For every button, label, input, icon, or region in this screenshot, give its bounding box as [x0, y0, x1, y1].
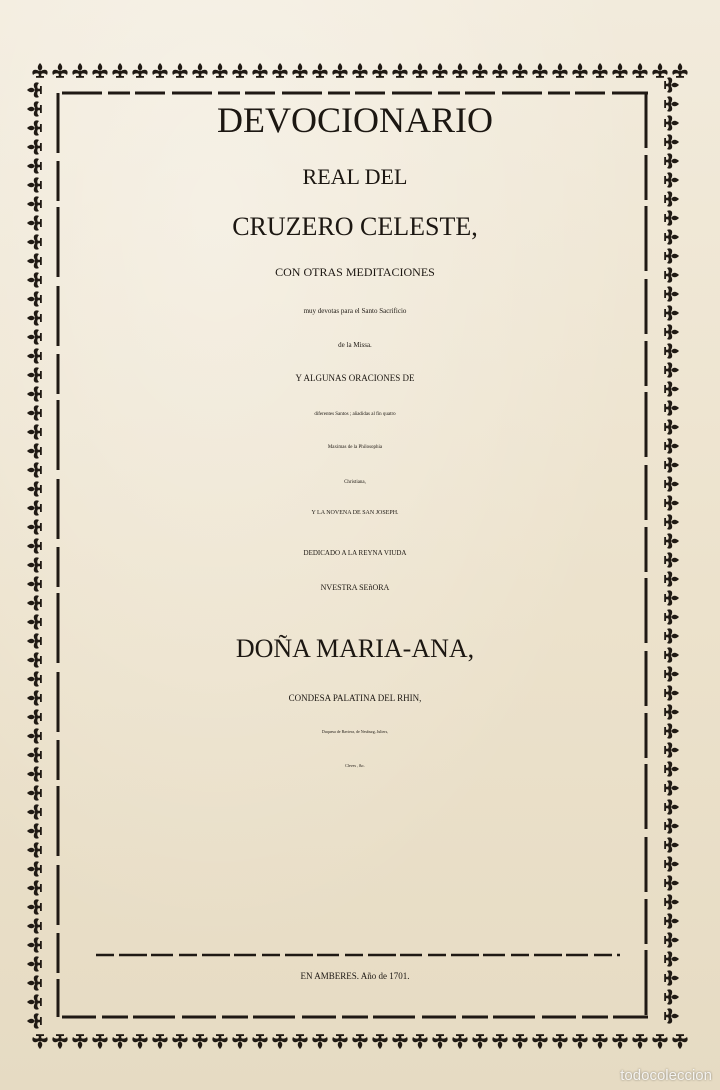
fleuron-icon	[27, 272, 42, 287]
fleuron-icon	[664, 970, 679, 985]
fleuron-icon	[27, 1013, 42, 1028]
fleuron-icon	[27, 994, 42, 1009]
fleuron-icon	[664, 818, 679, 833]
fleuron-icon	[664, 704, 679, 719]
fleuron-icon	[664, 267, 679, 282]
fleuron-icon	[27, 538, 42, 553]
fleuron-icon	[664, 837, 679, 852]
fleuron-icon	[27, 443, 42, 458]
fleuron-icon	[664, 894, 679, 909]
fleuron-icon	[664, 476, 679, 491]
fleuron-icon	[492, 1034, 507, 1049]
fleuron-icon	[27, 671, 42, 686]
title-line-cruzero-celeste: CRUZERO CELESTE,	[232, 212, 478, 241]
fleuron-icon	[664, 799, 679, 814]
fleuron-icon	[172, 63, 187, 78]
fleuron-icon	[664, 286, 679, 301]
title-line-devocionario: DEVOCIONARIO	[217, 100, 493, 140]
fleuron-icon	[664, 495, 679, 510]
fleuron-icon	[572, 1034, 587, 1049]
fleuron-icon	[632, 1034, 647, 1049]
fleuron-icon	[672, 1034, 687, 1049]
fleuron-icon	[664, 343, 679, 358]
fleuron-icon	[432, 63, 447, 78]
fleuron-icon	[132, 1034, 147, 1049]
fleuron-icon	[532, 63, 547, 78]
fleuron-icon	[27, 709, 42, 724]
fleuron-icon	[664, 590, 679, 605]
fleuron-icon	[27, 595, 42, 610]
fleuron-icon	[27, 215, 42, 230]
fleuron-icon	[152, 1034, 167, 1049]
fleuron-icon	[664, 229, 679, 244]
fleuron-icon	[27, 557, 42, 572]
fleuron-icon	[312, 1034, 327, 1049]
fleuron-icon	[664, 742, 679, 757]
fleuron-icon	[552, 1034, 567, 1049]
fleuron-icon	[664, 324, 679, 339]
fleuron-icon	[272, 1034, 287, 1049]
fleuron-icon	[92, 1034, 107, 1049]
fleuron-icon	[512, 1034, 527, 1049]
fleuron-icon	[212, 63, 227, 78]
fleuron-icon	[92, 63, 107, 78]
fleuron-icon	[664, 77, 679, 92]
fleuron-icon	[112, 63, 127, 78]
fleuron-icon	[72, 1034, 87, 1049]
fleuron-icon	[392, 1034, 407, 1049]
subtitle-line-muy-devotas: muy devotas para el Santo Sacrificio	[303, 307, 407, 315]
fleuron-icon	[472, 1034, 487, 1049]
fleuron-icon	[292, 63, 307, 78]
fleuron-icon	[27, 82, 42, 97]
fleuron-icon	[652, 63, 667, 78]
fleuron-icon	[112, 1034, 127, 1049]
fleuron-icon	[664, 571, 679, 586]
fleuron-icon	[27, 842, 42, 857]
fleuron-icon	[27, 329, 42, 344]
fleuron-icon	[492, 63, 507, 78]
fleuron-icon	[132, 63, 147, 78]
fleuron-icon	[27, 899, 42, 914]
fleuron-icon	[27, 234, 42, 249]
fleuron-icon	[664, 419, 679, 434]
fleuron-icon	[32, 1034, 47, 1049]
fleuron-icon	[27, 291, 42, 306]
fleuron-icon	[27, 937, 42, 952]
fleuron-icon	[27, 196, 42, 211]
fleuron-icon	[27, 690, 42, 705]
imprint-line: EN AMBERES. Año de 1701.	[300, 971, 410, 981]
fleuron-icon	[272, 63, 287, 78]
fleuron-icon	[664, 457, 679, 472]
fleuron-icon	[664, 723, 679, 738]
fleuron-icon	[72, 63, 87, 78]
fleuron-icon	[664, 932, 679, 947]
fleuron-icon	[664, 666, 679, 681]
dedicatee-title-condesa: CONDESA PALATINA DEL RHIN,	[288, 693, 422, 703]
dedicatee-name: DOÑA MARIA-ANA,	[235, 634, 475, 663]
fleuron-icon	[664, 191, 679, 206]
fleuron-icon	[27, 481, 42, 496]
fleuron-icon	[27, 139, 42, 154]
fleuron-icon	[252, 63, 267, 78]
fleuron-icon	[664, 989, 679, 1004]
fleuron-icon	[652, 1034, 667, 1049]
fleuron-icon	[232, 63, 247, 78]
fleuron-icon	[512, 63, 527, 78]
fleuron-icon	[372, 1034, 387, 1049]
fleuron-icon	[672, 63, 687, 78]
fleuron-icon	[664, 533, 679, 548]
fleuron-icon	[27, 424, 42, 439]
fleuron-icon	[27, 462, 42, 477]
fleuron-icon	[632, 63, 647, 78]
fleuron-icon	[27, 956, 42, 971]
fleuron-icon	[664, 913, 679, 928]
fleuron-icon	[664, 153, 679, 168]
fleuron-icon	[27, 804, 42, 819]
subtitle-line-missa: de la Missa.	[338, 341, 372, 349]
fleuron-icon	[472, 63, 487, 78]
fleuron-icon	[664, 647, 679, 662]
fleuron-icon	[664, 134, 679, 149]
fleuron-icon	[192, 1034, 207, 1049]
fleuron-icon	[292, 1034, 307, 1049]
fleuron-icon	[352, 63, 367, 78]
fleuron-icon	[664, 628, 679, 643]
fleuron-icon	[27, 253, 42, 268]
fleuron-icon	[27, 348, 42, 363]
fleuron-icon	[392, 63, 407, 78]
fleuron-icon	[232, 1034, 247, 1049]
dedication-line-reyna-viuda: DEDICADO A LA REYNA VIUDA	[303, 549, 407, 557]
fleuron-icon	[27, 177, 42, 192]
fleuron-icon	[664, 951, 679, 966]
fleuron-icon	[192, 63, 207, 78]
fleuron-icon	[412, 1034, 427, 1049]
fleuron-icon	[27, 310, 42, 325]
fleuron-icon	[664, 115, 679, 130]
fleuron-icon	[664, 552, 679, 567]
fleuron-icon	[592, 63, 607, 78]
fleuron-icon	[664, 400, 679, 415]
fleuron-icon	[664, 1008, 679, 1023]
fleuron-icon	[592, 1034, 607, 1049]
fleuron-icon	[27, 861, 42, 876]
fleuron-icon	[664, 514, 679, 529]
fleuron-icon	[27, 386, 42, 401]
fleuron-icon	[612, 1034, 627, 1049]
subtitle-line-maximas: Maximas de la Philosophia	[327, 445, 383, 450]
fleuron-icon	[664, 210, 679, 225]
fleuron-icon	[27, 158, 42, 173]
fleuron-icon	[332, 63, 347, 78]
watermark-text: todocoleccion	[620, 1067, 712, 1084]
fleuron-icon	[412, 63, 427, 78]
fleuron-icon	[27, 747, 42, 762]
fleuron-icon	[664, 362, 679, 377]
fleuron-icon	[664, 685, 679, 700]
fleuron-icon	[452, 1034, 467, 1049]
fleuron-icon	[332, 1034, 347, 1049]
fleuron-icon	[27, 633, 42, 648]
fleuron-icon	[27, 766, 42, 781]
fleuron-icon	[27, 367, 42, 382]
fleuron-icon	[664, 609, 679, 624]
title-line-otras-meditaciones: CON OTRAS MEDITACIONES	[275, 265, 435, 279]
fleuron-icon	[432, 1034, 447, 1049]
fleuron-icon	[27, 405, 42, 420]
fleuron-icon	[27, 785, 42, 800]
fleuron-icon	[252, 1034, 267, 1049]
fleuron-icon	[172, 1034, 187, 1049]
fleuron-icon	[27, 652, 42, 667]
fleuron-icon	[212, 1034, 227, 1049]
fleuron-icon	[372, 63, 387, 78]
fleuron-icon	[664, 780, 679, 795]
fleuron-icon	[52, 63, 67, 78]
fleuron-icon	[664, 856, 679, 871]
fleuron-icon	[664, 761, 679, 776]
fleuron-icon	[27, 728, 42, 743]
fleuron-icon	[27, 880, 42, 895]
fleuron-icon	[664, 172, 679, 187]
subtitle-line-christiana: Christiana,	[344, 480, 366, 485]
fleuron-icon	[52, 1034, 67, 1049]
fleuron-icon	[152, 63, 167, 78]
fleuron-icon	[452, 63, 467, 78]
fleuron-icon	[664, 875, 679, 890]
fleuron-icon	[532, 1034, 547, 1049]
fleuron-icon	[352, 1034, 367, 1049]
title-text-block	[70, 96, 640, 1036]
fleuron-icon	[27, 614, 42, 629]
fleuron-icon	[27, 519, 42, 534]
fleuron-icon	[552, 63, 567, 78]
fleuron-icon	[27, 101, 42, 116]
dedication-line-nvestra-senora: NVESTRA SEñORA	[320, 583, 390, 592]
fleuron-icon	[27, 120, 42, 135]
fleuron-icon	[664, 381, 679, 396]
subtitle-line-novena: Y LA NOVENA DE SAN JOSEPH.	[311, 510, 399, 516]
fleuron-icon	[572, 63, 587, 78]
title-line-real-del: REAL DEL	[302, 164, 408, 189]
fleuron-icon	[312, 63, 327, 78]
fleuron-icon	[664, 305, 679, 320]
fleuron-icon	[27, 576, 42, 591]
subtitle-line-diferentes-santos: diferentes Santos ; añadidas al fin quatro	[314, 412, 396, 417]
fleuron-icon	[612, 63, 627, 78]
fleuron-icon	[27, 500, 42, 515]
fleuron-icon	[664, 248, 679, 263]
dedicatee-title-cleves: Cleves , &c.	[345, 763, 365, 768]
fleuron-icon	[664, 438, 679, 453]
fleuron-icon	[27, 975, 42, 990]
fleuron-icon	[664, 96, 679, 111]
subtitle-line-algunas-oraciones: Y ALGUNAS ORACIONES DE	[295, 373, 415, 383]
fleuron-icon	[32, 63, 47, 78]
fleuron-icon	[27, 823, 42, 838]
dedicatee-title-duquesa: Duquesa de Baviera, de Neuburg, Juliers,	[321, 729, 389, 734]
fleuron-icon	[27, 918, 42, 933]
